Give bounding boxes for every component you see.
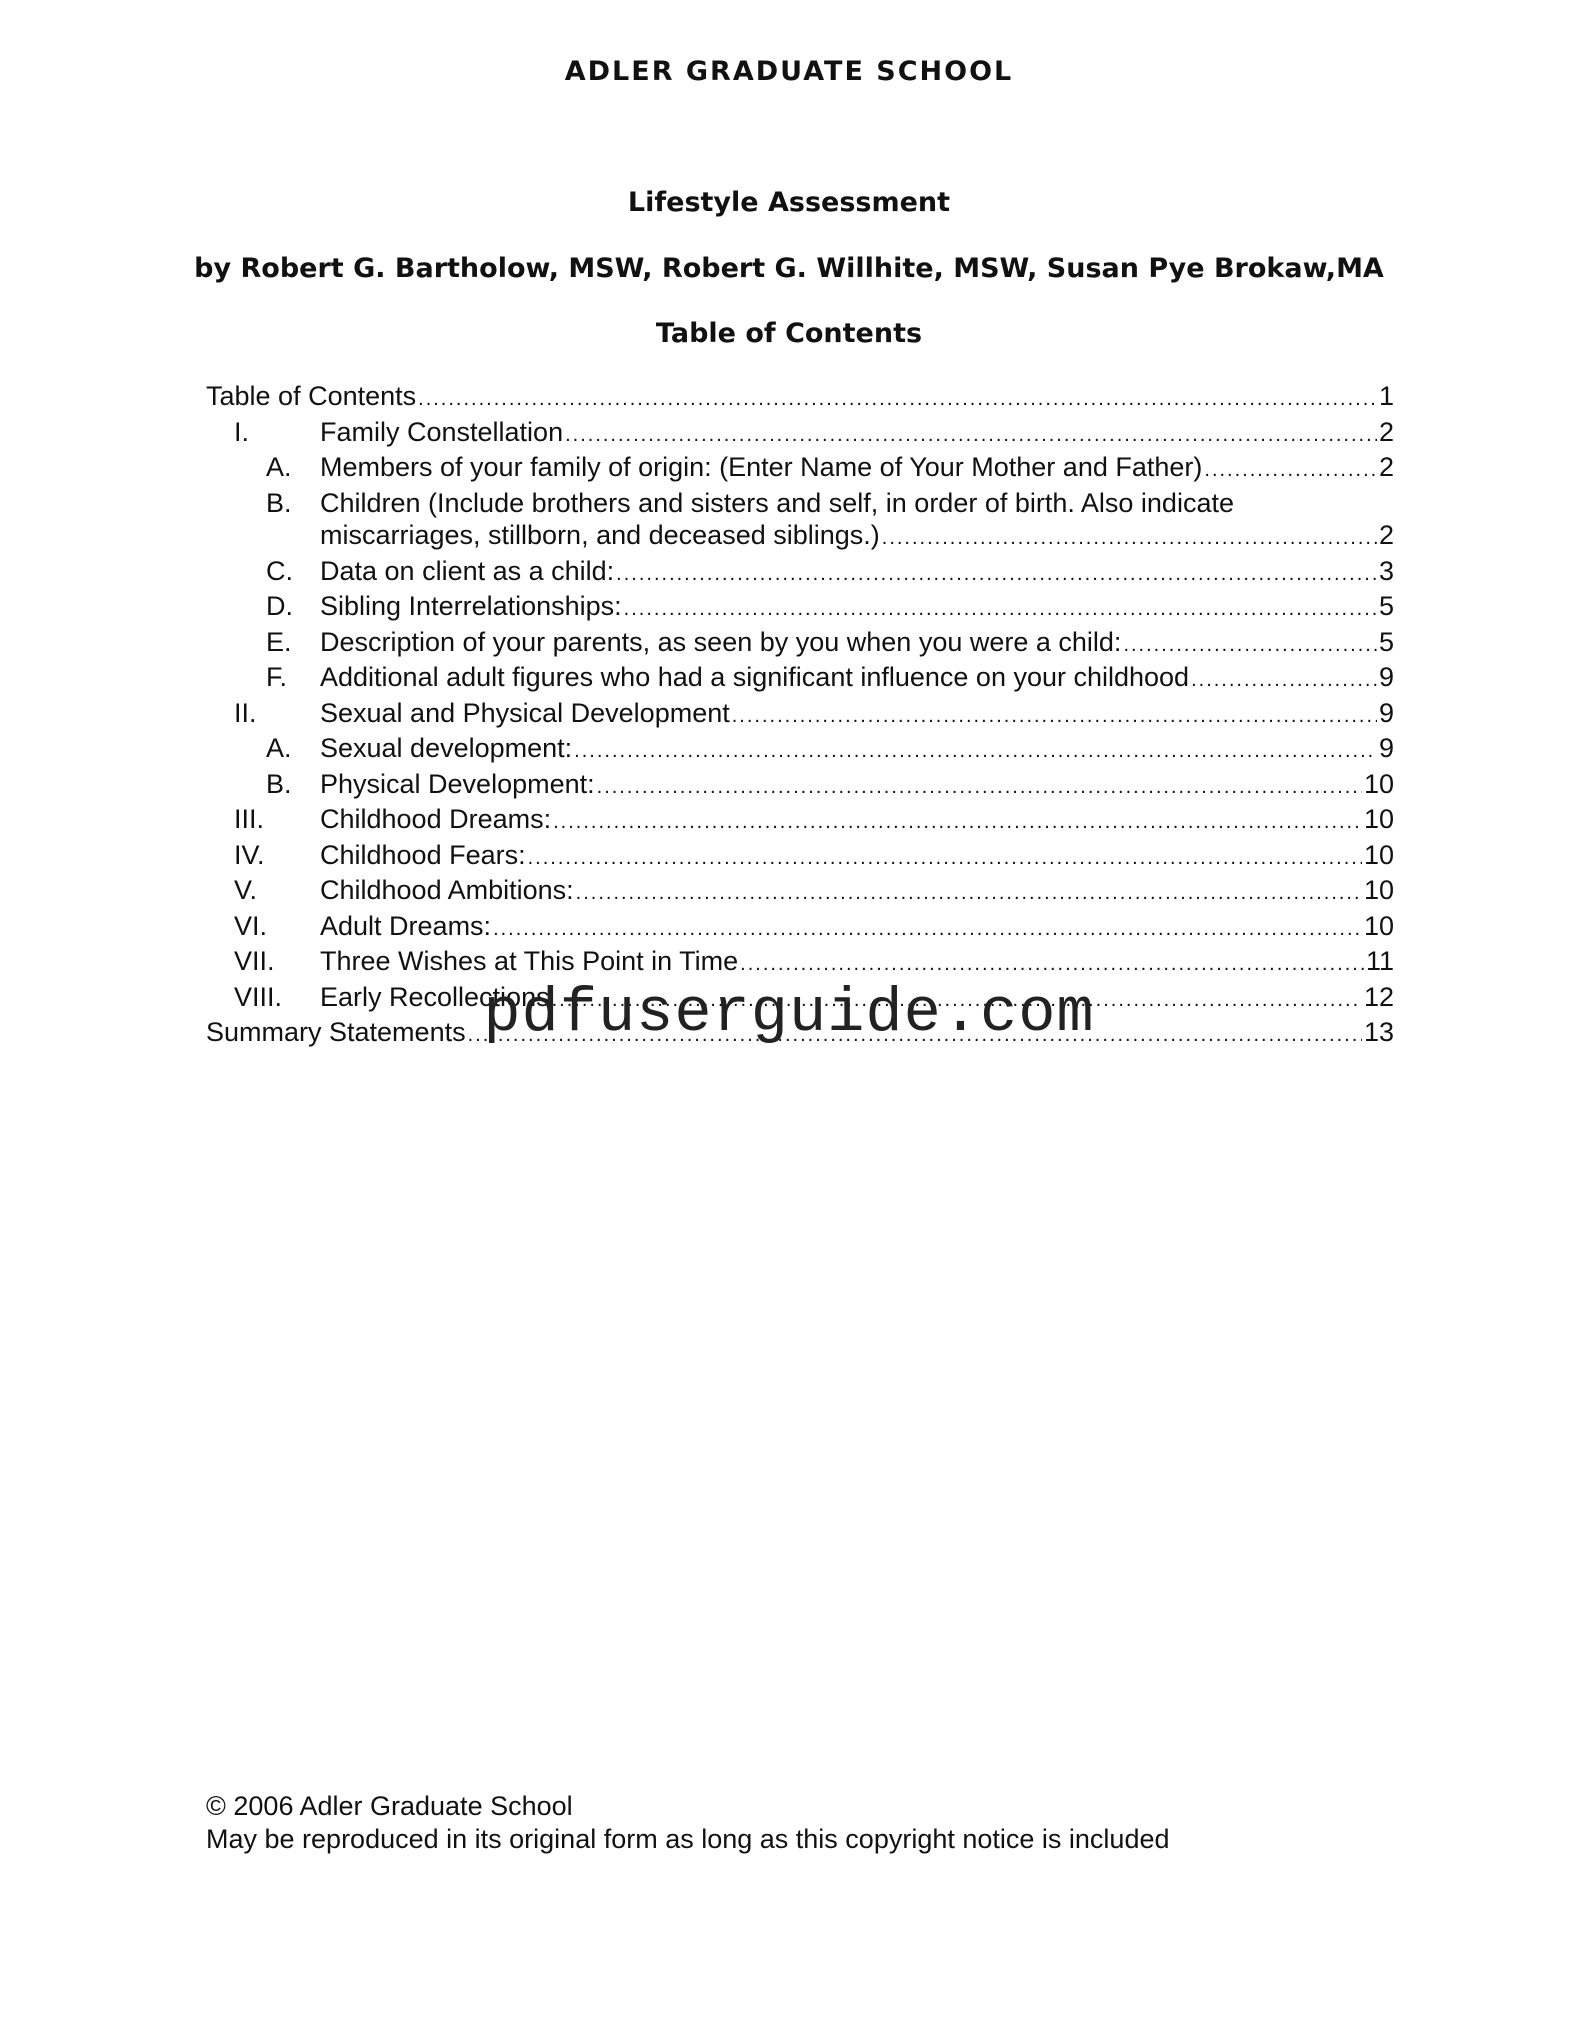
toc-page: 1	[1378, 381, 1394, 411]
toc-entry-childhood-ambitions[interactable]	[206, 874, 1394, 910]
toc-leader	[616, 558, 1377, 591]
toc-page: 10	[1363, 875, 1394, 905]
toc-page: 2	[1378, 416, 1394, 447]
toc-label: Family Constellation	[320, 416, 564, 447]
toc-entry-children-cont[interactable]	[206, 519, 1394, 555]
toc-entry-additional-adult-figures[interactable]	[206, 661, 1394, 697]
toc-label: Three Wishes at This Point in Time	[320, 946, 739, 976]
toc-label: Members of your family of origin: (Enter Name of Your Mother and Father)	[320, 452, 1203, 482]
toc-number: D.	[266, 591, 293, 621]
toc-leader	[574, 735, 1377, 768]
toc-entry-three-wishes[interactable]	[206, 945, 1394, 981]
toc-number: VII.	[234, 946, 275, 976]
toc-label: Childhood Dreams:	[320, 804, 552, 834]
copyright-footer	[206, 1790, 1170, 1856]
watermark-text: pdfuserguide.com	[483, 978, 1095, 1049]
toc-label: Table of Contents	[206, 381, 417, 411]
toc-page: 9	[1378, 697, 1394, 728]
toc-label: Early Recollections	[320, 981, 550, 1012]
toc-number: B.	[266, 768, 292, 799]
toc-number: II.	[234, 697, 257, 728]
toc-page: 11	[1365, 946, 1394, 976]
toc-page: 9	[1378, 662, 1394, 692]
copyright-line: © 2006 Adler Graduate School	[206, 1791, 573, 1821]
toc-number: A.	[266, 733, 292, 763]
toc-entry-table-of-contents[interactable]	[206, 380, 1394, 416]
toc-label: Physical Development:	[320, 768, 595, 799]
toc-page: 10	[1363, 839, 1394, 870]
toc-label: Additional adult figures who had a significant influence on your childhood	[320, 662, 1190, 692]
toc-page: 9	[1378, 733, 1394, 763]
toc-leader	[732, 700, 1377, 733]
toc-entry-physical-development[interactable]	[206, 768, 1394, 804]
toc-leader	[624, 593, 1377, 626]
toc-label: Sibling Interrelationships:	[320, 591, 622, 621]
toc-page: 2	[1378, 452, 1394, 482]
table-of-contents	[206, 380, 1394, 1052]
institution-header: ADLER GRADUATE SCHOOL	[564, 56, 1014, 87]
toc-label-line1: Children (Include brothers and sisters and self, in order of birth. Also indicate	[320, 487, 1234, 518]
toc-label: Childhood Ambitions:	[320, 875, 574, 905]
toc-label: Summary Statements	[206, 1017, 466, 1047]
toc-leader	[740, 948, 1364, 981]
toc-page: 10	[1363, 910, 1394, 941]
toc-page: 5	[1378, 591, 1394, 621]
toc-page: 2	[1378, 520, 1394, 550]
toc-page: 10	[1363, 804, 1394, 834]
toc-entry-childhood-dreams[interactable]	[206, 803, 1394, 839]
toc-number: VIII.	[234, 981, 283, 1012]
toc-leader	[597, 771, 1362, 804]
toc-label: Sexual development:	[320, 733, 573, 763]
toc-label: Adult Dreams:	[320, 910, 492, 941]
toc-entry-description-of-parents[interactable]	[206, 626, 1394, 662]
toc-label: Childhood Fears:	[320, 839, 526, 870]
document-title: Lifestyle Assessment	[627, 187, 951, 218]
toc-number: C.	[266, 555, 293, 586]
toc-number: B.	[266, 487, 292, 518]
toc-leader	[528, 842, 1362, 875]
toc-page: 13	[1363, 1017, 1394, 1047]
toc-label: Data on client as a child:	[320, 555, 615, 586]
toc-leader	[576, 877, 1362, 910]
toc-leader	[418, 383, 1377, 416]
toc-page: 5	[1378, 626, 1394, 657]
toc-entry-adult-dreams[interactable]	[206, 910, 1394, 946]
toc-number: IV.	[234, 839, 265, 870]
toc-page: 10	[1363, 768, 1394, 799]
toc-leader	[565, 419, 1377, 452]
toc-entry-sexual-physical-development[interactable]	[206, 697, 1394, 733]
toc-entry-children[interactable]	[206, 487, 1394, 520]
toc-number: E.	[266, 626, 292, 657]
toc-entry-childhood-fears[interactable]	[206, 839, 1394, 875]
toc-leader	[1191, 664, 1377, 697]
toc-number: F.	[266, 662, 288, 692]
toc-entry-members-of-family[interactable]	[206, 451, 1394, 487]
toc-page: 3	[1378, 555, 1394, 586]
toc-label: Description of your parents, as seen by you when you were a child:	[320, 626, 1122, 657]
authors-line: by Robert G. Bartholow, MSW, Robert G. Willhite, MSW, Susan Pye Brokaw,MA	[194, 253, 1384, 284]
toc-leader	[882, 522, 1377, 555]
toc-leader	[553, 806, 1362, 839]
toc-number: III.	[234, 804, 265, 834]
toc-label: miscarriages, stillborn, and deceased siblings.)	[320, 520, 880, 550]
toc-label: Sexual and Physical Development	[320, 697, 730, 728]
toc-page: 12	[1363, 981, 1394, 1012]
toc-leader	[493, 913, 1362, 946]
toc-entry-sibling-interrelationships[interactable]	[206, 590, 1394, 626]
toc-number: VI.	[234, 910, 268, 941]
toc-heading: Table of Contents	[655, 318, 923, 349]
toc-entry-data-on-client[interactable]	[206, 555, 1394, 591]
toc-entry-sexual-development[interactable]	[206, 732, 1394, 768]
toc-number: V.	[234, 875, 258, 905]
toc-entry-family-constellation[interactable]	[206, 416, 1394, 452]
toc-number: A.	[266, 452, 292, 482]
toc-leader	[1123, 629, 1377, 662]
toc-number: I.	[234, 416, 250, 447]
reproduction-notice: May be reproduced in its original form as long as this copyright notice is included	[206, 1824, 1170, 1854]
toc-leader	[1204, 454, 1377, 487]
